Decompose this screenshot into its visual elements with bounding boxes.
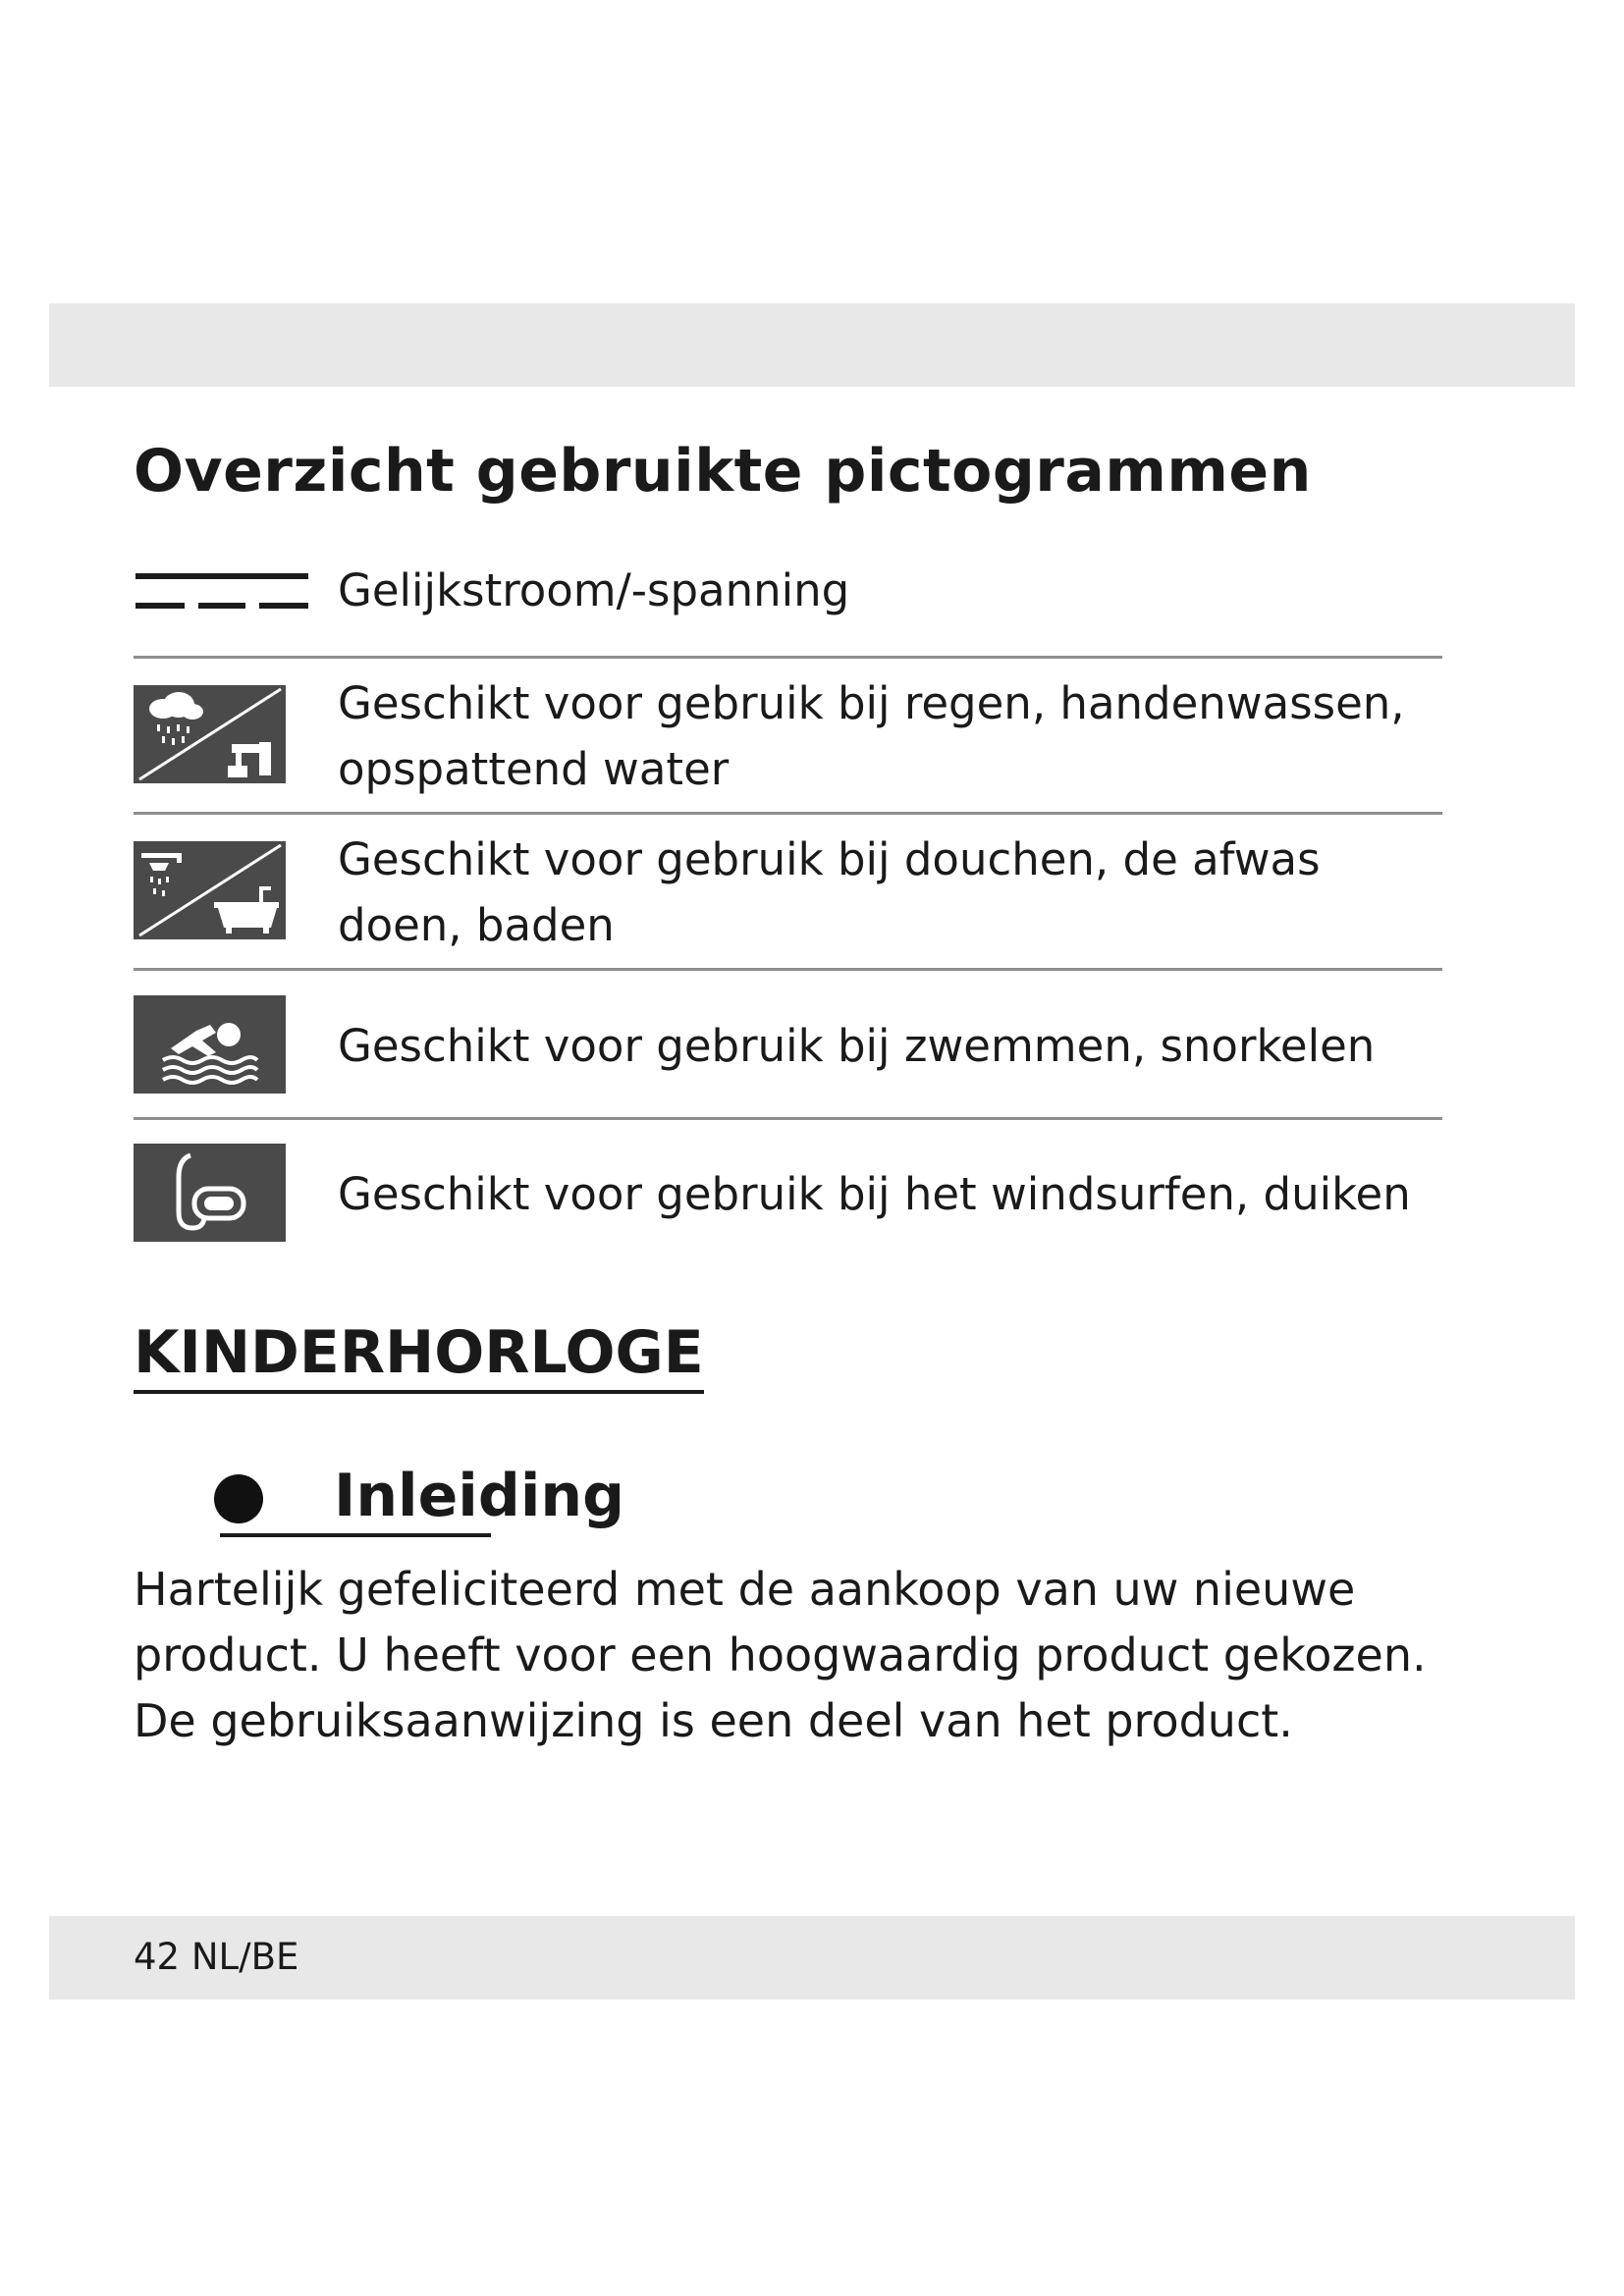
subsection-heading xyxy=(214,1457,626,1545)
section-title: KINDERHORLOGE xyxy=(134,1317,704,1394)
intro-paragraph: Hartelijk gefeliciteerd met de aankoop van uw nieuwe product. U heeft voor een hoogwaardig product gekozen. De gebruiksaanwijzing is een deel van het product. xyxy=(134,1563,1427,1747)
legend-text: Geschikt voor gebruik bij zwemmen, snorkelen xyxy=(338,1020,1376,1072)
page-number: 42 NL/BE xyxy=(134,1936,299,1978)
footer-band xyxy=(49,1916,1575,2000)
dc-symbol-icon xyxy=(134,567,310,616)
legend-row xyxy=(134,1120,1442,1248)
legend-text: Geschikt voor gebruik bij douchen, de afwas doen, baden xyxy=(338,833,1321,951)
snorkel-mask-icon xyxy=(134,1144,286,1242)
swimmer-icon xyxy=(134,995,286,1094)
shower-bath-icon xyxy=(134,841,286,939)
legend-row xyxy=(134,971,1442,1120)
legend-text: Gelijkstroom/-spanning xyxy=(338,564,850,616)
legend-text: Geschikt voor gebruik bij regen, handenwassen, opspattend water xyxy=(338,677,1405,795)
page-title: Overzicht gebruikte pictogrammen xyxy=(134,437,1312,506)
header-band xyxy=(49,303,1575,387)
legend-row xyxy=(134,815,1442,971)
legend-row xyxy=(134,659,1442,815)
bullet-icon xyxy=(214,1474,263,1523)
legend-text: Geschikt voor gebruik bij het windsurfen, duiken xyxy=(338,1168,1411,1220)
pictogram-legend xyxy=(134,550,1442,1248)
subsection-underline xyxy=(220,1533,491,1537)
rain-handwash-icon xyxy=(134,685,286,783)
legend-row xyxy=(134,550,1442,659)
subsection-title: Inleiding xyxy=(334,1462,625,1530)
